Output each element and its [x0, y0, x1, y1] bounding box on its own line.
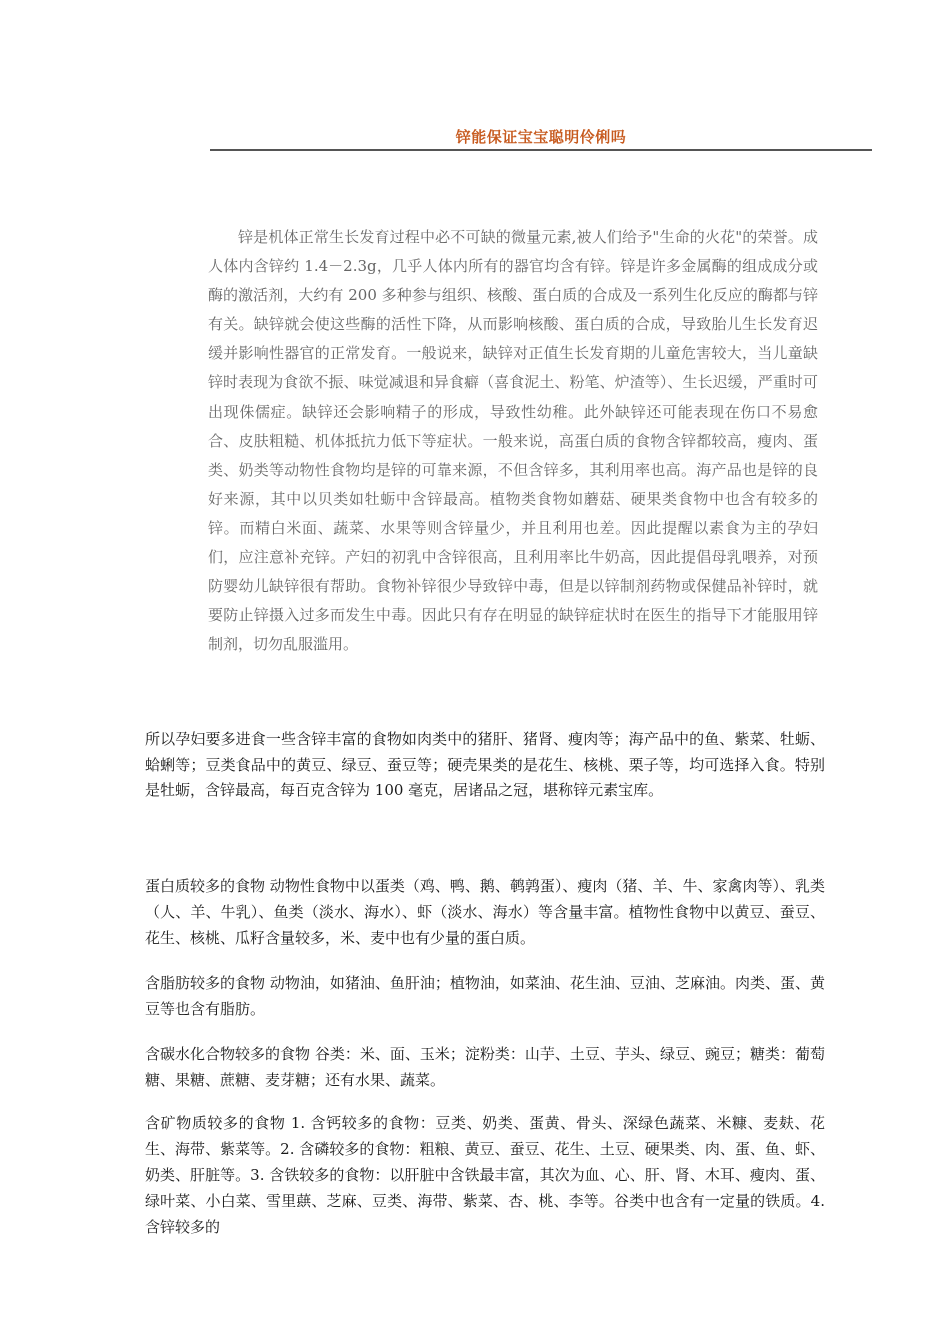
paragraph-pregnant-diet: 所以孕妇要多进食一些含锌丰富的食物如肉类中的猪肝、猪肾、瘦肉等；海产品中的鱼、紫菜、牡蛎、蛤蜊等；豆类食品中的黄豆、绿豆、蚕豆等；硬壳果类的是花生、核桃、栗子等，均可选择入食。特别是牡蛎，含锌最高，每百克含锌为 100 毫克，居诸品之冠，堪称锌元素宝库。 [145, 730, 825, 799]
paragraph-carbohydrate-foods: 含碳水化合物较多的食物 谷类：米、面、玉米；淀粉类：山芋、土豆、芋头、绿豆、豌豆；糖类：葡萄糖、果糖、蔗糖、麦芽糖；还有水果、蔬菜。 [145, 1045, 825, 1089]
paragraph-mineral-foods: 含矿物质较多的食物 1. 含钙较多的食物：豆类、奶类、蛋黄、骨头、深绿色蔬菜、米糠、麦麸、花生、海带、紫菜等。2. 含磷较多的食物：粗粮、黄豆、蚕豆、花生、土豆、硬果类、肉、蛋、鱼、虾、奶类、肝脏等。3. 含铁较多的食物：以肝脏中含铁最丰富，其次为血、心、肝、肾、木耳、瘦肉、蛋、绿叶菜、小白菜、雪里蕻、芝麻、豆类、海带、紫菜、杏、桃、李等。谷类中也含有一定量的铁质。4. 含锌较多的 [145, 1114, 825, 1236]
paragraph-protein-foods: 蛋白质较多的食物 动物性食物中以蛋类（鸡、鸭、鹅、鹌鹑蛋）、瘦肉（猪、羊、牛、家禽肉等）、乳类（人、羊、牛乳）、鱼类（淡水、海水）、虾（淡水、海水）等含量丰富。植物性食物中以黄豆、蚕豆、花生、核桃、瓜籽含量较多，米、麦中也有少量的蛋白质。 [145, 877, 825, 947]
page-title: 锌能保证宝宝聪明伶俐吗 [455, 128, 627, 146]
paragraph-fat-foods: 含脂肪较多的食物 动物油，如猪油、鱼肝油；植物油，如菜油、花生油、豆油、芝麻油。肉类、蛋、黄豆等也含有脂肪。 [145, 974, 825, 1018]
title-divider [210, 149, 872, 151]
article-body: 锌是机体正常生长发育过程中必不可缺的微量元素,被人们给予"生命的火花"的荣誉。成人体内含锌约 1.4－2.3g，几乎人体内所有的器官均含有锌。锌是许多金属酶的组成成分或酶的激活剂，大约有 200 多种参与组织、核酸、蛋白质的合成及一系列生化反应的酶都与锌有关。缺锌就会使这些酶的活性下降，从而影响核酸、蛋白质的合成，导致胎儿生长发育迟缓并影响性器官的正常发育。一般说来，缺锌对正值生长发育期的儿童危害较大，当儿童缺锌时表现为食欲不振、味觉减退和异食癖（喜食泥土、粉笔、炉渣等）、生长迟缓，严重时可出现侏儒症。缺锌还会影响精子的形成，导致性幼稚。此外缺锌还可能表现在伤口不易愈合、皮肤粗糙、机体抵抗力低下等症状。一般来说，高蛋白质的食物含锌都较高，瘦肉、蛋类、奶类等动物性食物均是锌的可靠来源，不但含锌多，其利用率也高。海产品也是锌的良好来源，其中以贝类如牡蛎中含锌最高。植物类食物如蘑菇、硬果类食物中也含有较多的锌。而精白米面、蔬菜、水果等则含锌量少，并且利用也差。因此提醒以素食为主的孕妇们，应注意补充锌。产妇的初乳中含锌很高，且利用率比牛奶高，因此提倡母乳喂养，对预防婴幼儿缺锌很有帮助。食物补锌很少导致锌中毒，但是以锌制剂药物或保健品补锌时，就要防止锌摄入过多而发生中毒。因此只有存在明显的缺锌症状时在医生的指导下才能服用锌制剂，切勿乱服滥用。 [208, 228, 818, 654]
